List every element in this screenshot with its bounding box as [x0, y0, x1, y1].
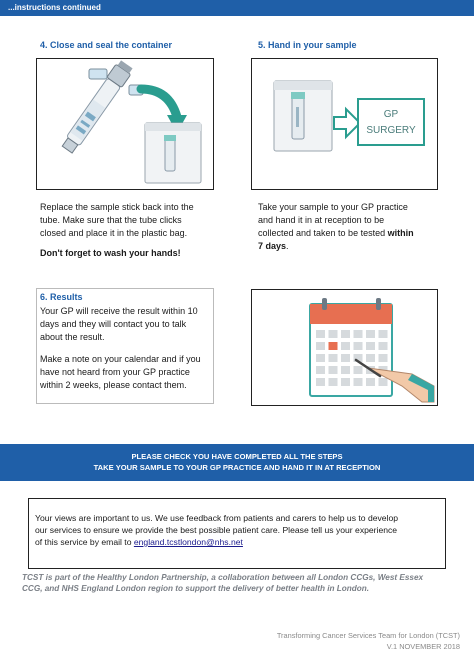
feedback-box	[28, 498, 446, 569]
footer-version: V.1 NOVEMBER 2018	[386, 642, 460, 651]
calendar-day	[329, 378, 338, 386]
step-4-text	[40, 201, 220, 240]
calendar-day	[316, 354, 325, 362]
calendar-day	[329, 354, 338, 362]
calendar-day	[341, 366, 350, 374]
step-5-line-3: collected and taken to be tested	[258, 228, 386, 238]
tcst-partnership-note	[22, 572, 462, 594]
calendar-day	[366, 354, 375, 362]
calendar-day	[379, 342, 388, 350]
step-5-text	[258, 201, 438, 253]
calendar-day	[329, 366, 338, 374]
feedback-email-link[interactable]: england.tcstlondon@nhs.net	[133, 537, 243, 547]
calendar-day	[366, 330, 375, 338]
step-5-line-2: and hand it in at reception to be	[258, 215, 385, 225]
tcst-note-line-1: TCST is part of the Healthy London Partnership, a collaboration between all London CCGs, West Essex	[22, 573, 424, 582]
step-5-seven-days: 7 days	[258, 241, 287, 251]
calendar-day	[379, 354, 388, 362]
tcst-note-line-2: CCG, and NHS England London region to support the delivery of better health in London.	[22, 584, 370, 593]
calendar-day	[341, 354, 350, 362]
calendar-day	[341, 378, 350, 386]
calendar-day	[341, 330, 350, 338]
feedback-line-2: our services to ensure we provide the best possible patient care. Please tell us your experience	[35, 525, 398, 535]
calendar-day	[316, 342, 325, 350]
calendar-day	[354, 330, 363, 338]
step-6-text	[40, 305, 218, 392]
step-6-p1-line-2: days and they will contact you to talk	[40, 319, 187, 329]
step-5-title: 5. Hand in your sample	[258, 40, 357, 50]
footer-line-1: Transforming Cancer Services Team for London (TCST)	[276, 631, 460, 640]
feedback-line-3: of this service by email to	[35, 537, 132, 547]
calendar-day	[366, 342, 375, 350]
calendar-day	[354, 342, 363, 350]
calendar-day	[379, 378, 388, 386]
gp-surgery-sign	[358, 99, 424, 145]
sealed-bag-icon	[274, 81, 332, 151]
wash-hands-note: Don't forget to wash your hands!	[40, 248, 181, 258]
step-4-line-3: closed and place it in the plastic bag.	[40, 228, 188, 238]
curved-arrow-icon	[141, 89, 177, 117]
step-6-illustration	[251, 289, 438, 406]
step-4-line-2: tube. Make sure that the tube clicks	[40, 215, 182, 225]
feedback-line-1: Your views are important to us. We use feedback from patients and carers to help us to develop	[35, 513, 399, 523]
calendar-day	[329, 342, 338, 350]
step-4-illustration	[36, 58, 214, 190]
instructions-continued-banner	[0, 0, 474, 16]
step-5-period: .	[286, 241, 289, 251]
step-4-line-1: Replace the sample stick back into the	[40, 202, 194, 212]
right-arrow-icon	[334, 109, 360, 137]
sample-tube-illustration	[37, 59, 214, 190]
bar-line-1: PLEASE CHECK YOU HAVE COMPLETED ALL THE STEPS	[131, 452, 343, 461]
calendar-day	[366, 378, 375, 386]
calendar-day	[379, 330, 388, 338]
sealed-bag-icon	[145, 123, 201, 183]
step-6-p1-line-3: about the result.	[40, 332, 105, 342]
bar-line-2: TAKE YOUR SAMPLE TO YOUR GP PRACTICE AND HAND IT IN AT RECEPTION	[93, 463, 381, 472]
banner-text: ...instructions continued	[8, 3, 101, 12]
step-4-title: 4. Close and seal the container	[40, 40, 173, 50]
check-steps-bar	[0, 444, 474, 481]
step-6-title: 6. Results	[40, 292, 83, 302]
step-6-p1-line-1: Your GP will receive the result within 10	[40, 306, 198, 316]
calendar-day	[316, 330, 325, 338]
step-6-p2-line-1: Make a note on your calendar and if you	[40, 354, 201, 364]
step-5-illustration	[251, 58, 438, 190]
calendar-day	[354, 378, 363, 386]
calendar-day	[316, 366, 325, 374]
calendar-icon	[252, 290, 438, 406]
calendar-day	[354, 366, 363, 374]
calendar-day	[341, 342, 350, 350]
calendar-day	[316, 378, 325, 386]
footer	[277, 630, 460, 652]
step-5-within: within	[387, 228, 414, 238]
step-5-line-1: Take your sample to your GP practice	[258, 202, 408, 212]
gp-sign-line-2: SURGERY	[366, 125, 416, 136]
step-6-p2-line-3: within 2 weeks, please contact them.	[40, 380, 187, 390]
tube-cap-icon	[89, 69, 107, 79]
calendar-day	[329, 330, 338, 338]
step-6-p2-line-2: have not heard from your GP practice	[40, 367, 190, 377]
gp-sign-line-1: GP	[383, 109, 399, 120]
